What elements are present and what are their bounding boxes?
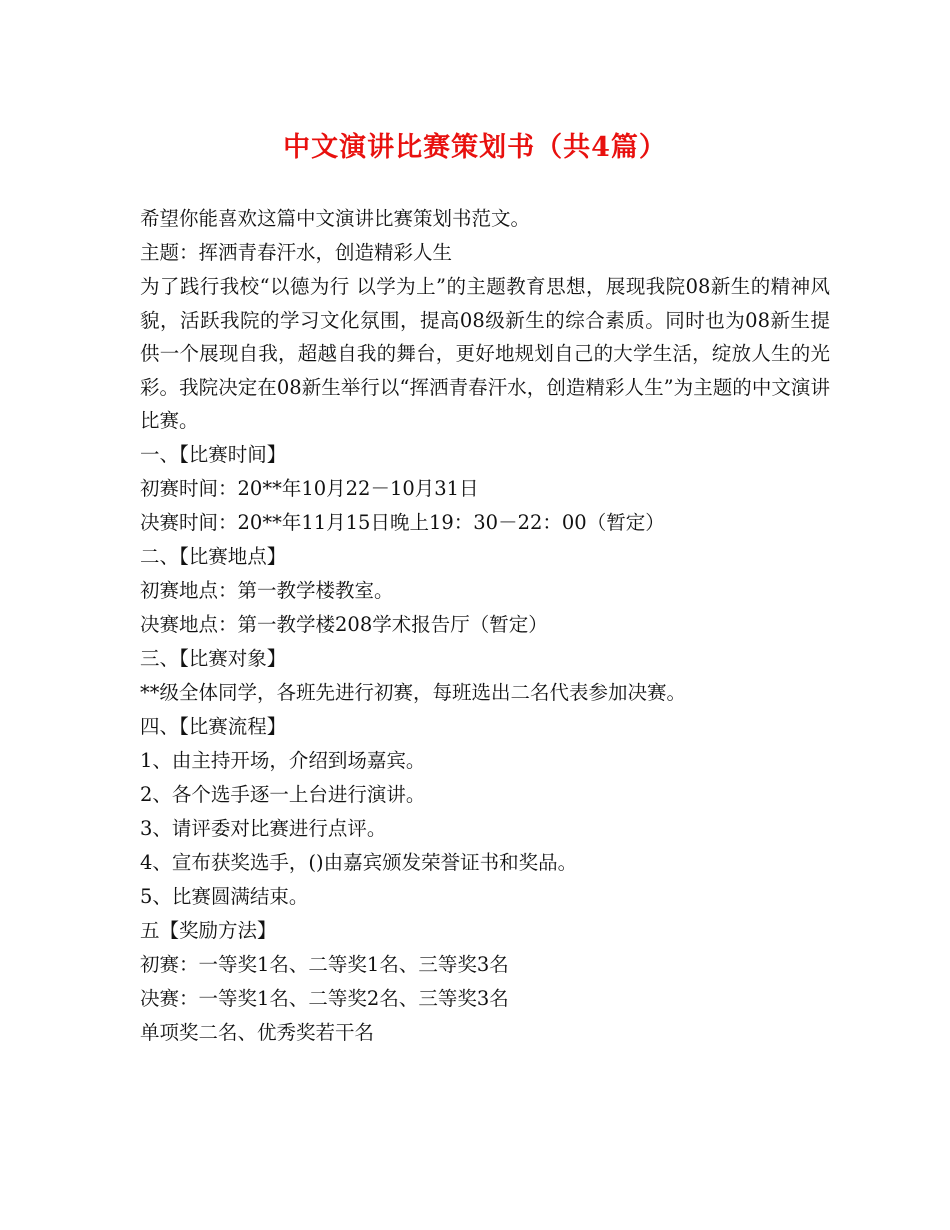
special-awards: 单项奖二名、优秀奖若干名 bbox=[140, 1020, 375, 1044]
document-title: 中文演讲比赛策划书（共4篇） bbox=[283, 132, 667, 163]
section-heading-time: 一、【比赛时间】 bbox=[140, 442, 287, 466]
procedure-step: 2、各个选手逐一上台进行演讲。 bbox=[140, 782, 426, 806]
procedure-step: 1、由主持开场，介绍到场嘉宾。 bbox=[140, 748, 426, 772]
section-heading-awards: 五【奖励方法】 bbox=[140, 918, 277, 942]
section-heading-procedure: 四、【比赛流程】 bbox=[140, 714, 287, 738]
procedure-step: 3、请评委对比赛进行点评。 bbox=[140, 816, 387, 840]
theme-text: 主题：挥洒青春汗水，创造精彩人生 bbox=[140, 241, 453, 264]
intro-text: 希望你能喜欢这篇中文演讲比赛策划书范文。 bbox=[140, 207, 531, 230]
procedure-step: 5、比赛圆满结束。 bbox=[140, 884, 309, 908]
preliminary-time: 初赛时间：20**年10月22－10月31日 bbox=[140, 476, 479, 500]
final-location: 决赛地点：第一教学楼208学术报告厅（暂定） bbox=[140, 612, 548, 636]
purpose-paragraph: 为了践行我校“以德为行 以学为上”的主题教育思想，展现我院08新生的精神风貌，活跃我院的学习文化氛围，提高08级新生的综合素质。同时也为08新生提供一个展现自我，超越自我的舞台，更好地规划自己的大学生活，绽放人生的光彩。我院决定在08新生举行以“挥洒青春汗水，创造精彩人生”为主题的中文演讲比赛。 bbox=[140, 275, 830, 432]
section-heading-location: 二、【比赛地点】 bbox=[140, 544, 287, 568]
procedure-step: 4、宣布获奖选手，()由嘉宾颁发荣誉证书和奖品。 bbox=[140, 850, 578, 874]
section-heading-participants: 三、【比赛对象】 bbox=[140, 646, 287, 670]
final-awards: 决赛：一等奖1名、二等奖2名、三等奖3名 bbox=[140, 986, 509, 1010]
preliminary-location: 初赛地点：第一教学楼教室。 bbox=[140, 578, 394, 602]
document-body bbox=[140, 202, 830, 1050]
preliminary-awards: 初赛：一等奖1名、二等奖1名、三等奖3名 bbox=[140, 952, 509, 976]
final-time: 决赛时间：20**年11月15日晚上19：30－22：00（暂定） bbox=[140, 510, 665, 534]
participants-text: **级全体同学，各班先进行初赛，每班选出二名代表参加决赛。 bbox=[140, 680, 687, 704]
